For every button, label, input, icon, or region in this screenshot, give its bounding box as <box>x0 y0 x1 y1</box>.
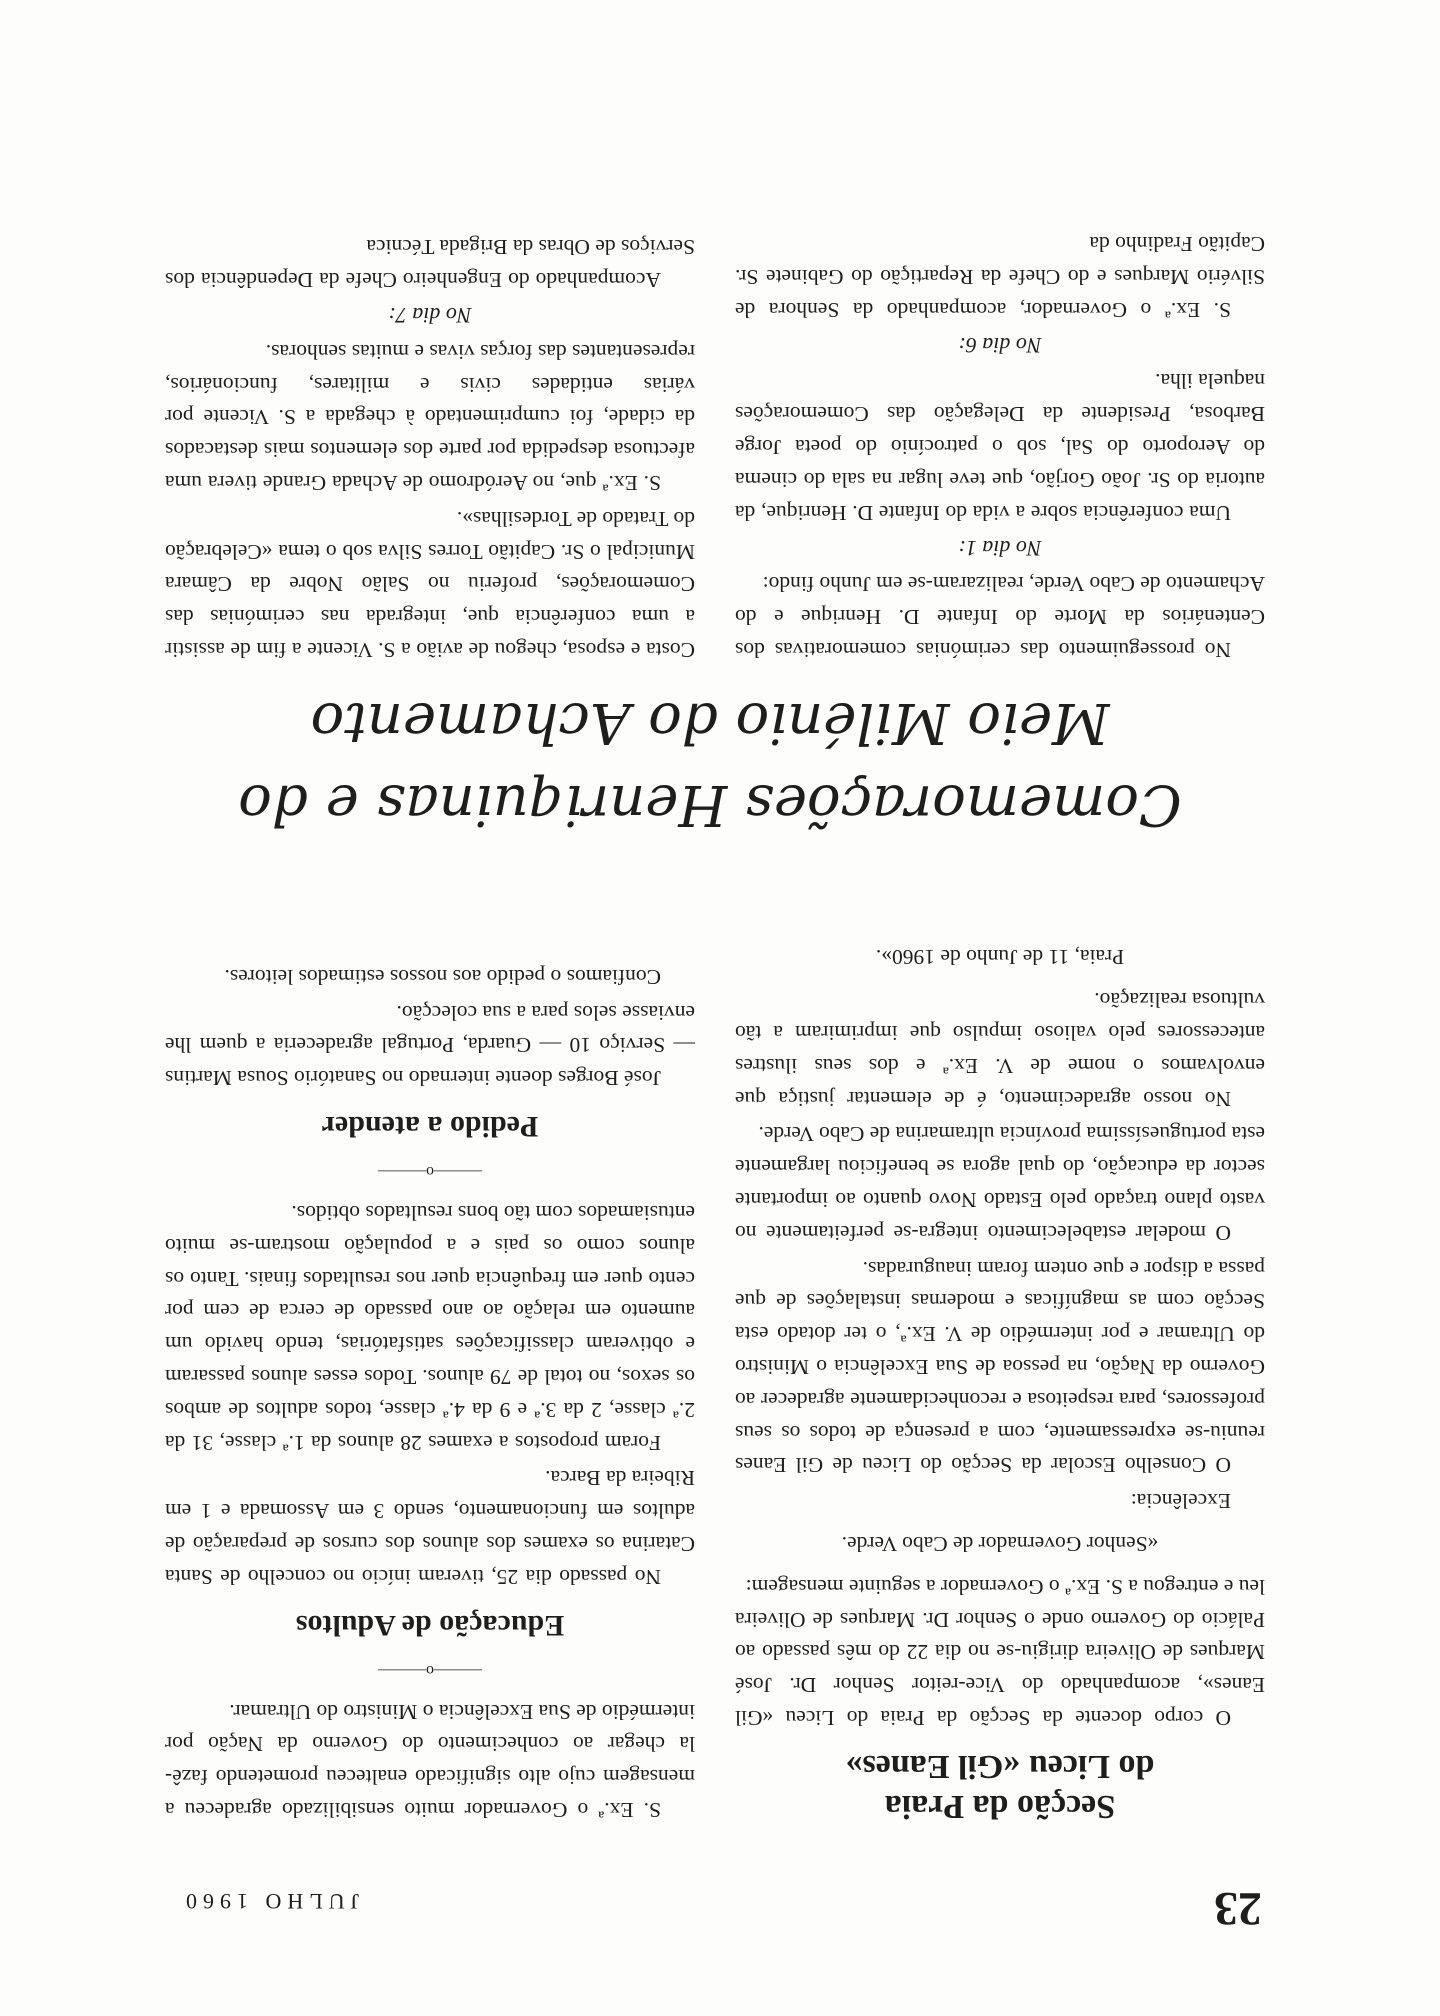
praia-dateline: Praia, 11 de Junho de 1960». <box>875 945 1125 970</box>
praia-paragraph: O corpo docente da Secção da Praia do Liceu «Gil Eanes», acompanhado do Vice-reitor Senhor Dr. José Marques de Oliveira dirigiu-se no dia 22 do mês passado ao Palácio do Governo onde o Senhor Dr. Marques de Oliveira leu e entregou a S. Ex.ª o Governador a seguinte mensagem: <box>735 1574 1265 1730</box>
educacao-paragraph: Foram propostos a exames 28 alunos da 1.ª classe, 31 da 2.ª classe, 2 da 3.ª e 9 da 4.ª classe, todos adultos de ambos os sexos, no total de 79 alunos. Todos esses alunos passaram e obtiveram classificações satisfatórias, tendo havido um aumento em relação ao ano passado de cerca de cem por cento quer em frequência quer nos resultados finais. Tanto os alunos como os pais e a população mostram-se muito entusiamados com tão bons resultados obtidos. <box>165 1201 695 1455</box>
issue-month: JULHO 1960 <box>180 1889 360 1914</box>
comemoracoes-day-heading: No dia 1: <box>958 535 1042 561</box>
pedido-title: Pedido a atender <box>321 1110 539 1144</box>
praia-title <box>735 1746 1265 1826</box>
comemoracoes-paragraph: No prosseguimento das cerimónias comemorativas dos Centenários da Morte do Infante D. Henrique e do Achamento de Cabo Verde, realizaram-se em Junho findo: <box>735 572 1265 662</box>
page-number: 23 <box>1214 1882 1262 1935</box>
praia-paragraph: Excelência: <box>1130 1489 1231 1514</box>
comemoracoes-paragraph: Acompanhado do Engenheiro Chefe da Dependência dos Serviços de Obras da Brigada Técnica <box>165 235 695 293</box>
comemoracoes-paragraph: S. Ex.ª o Governador, acompanhado da Senhora de Silvério Marques e do Chefe da Repartição do Gabinete Sr. Capitão Fradinho da <box>735 232 1265 322</box>
praia-title-line2: do Liceu «Gil Eanes» <box>845 1748 1155 1785</box>
praia-paragraph: No nosso agradecimento, é de elementar justiça que envolvamos o nome de V. Ex.ª e dos seus ilustres antecessores pelo valioso impulso que imprimiram a tão vultuosa realização. <box>735 988 1265 1111</box>
right-column-upper <box>165 964 695 1866</box>
ornament-divider: ———o——— <box>378 1661 482 1679</box>
praia-title-line1: Secção da Praia <box>884 1788 1116 1825</box>
pedido-paragraph: José Borges doente internado no Sanatório Sousa Martins — Serviço 10 — Guarda, Portugal agradeceria a quem lhe enviasse selos para a sua colecção. <box>165 1000 695 1091</box>
educacao-paragraph: No passado dia 25, tiveram início no concelho de Santa Catarina os exames dos alunos dos cursos de preparação de adultos em funcionamento, sendo 3 em Assomada e 1 em Ribeira da Barca. <box>165 1466 695 1589</box>
praia-paragraph: S. Ex.ª o Governador muito sensibilizado agradeceu a mensagem cujo alto significado enalteceu prometendo fazê-la chegar ao conhecimento do Governo da Nação por intermédio de Sua Excelência o Ministro do Ultramar. <box>165 1699 695 1822</box>
running-head <box>0 1866 1440 1936</box>
left-column-lower <box>735 106 1265 666</box>
pedido-paragraph: Confiamos o pedido aos nossos estimados leitores. <box>224 964 661 989</box>
comemoracoes-day-heading: No dia 7: <box>388 303 472 329</box>
comemoracoes-title-line1: Comemorações Henriquinas e do <box>238 772 1182 837</box>
comemoracoes-paragraph: Costa e esposa, chegou de avião a S. Vicente a fim de assistir a uma conferência que, integrada nas cerimónias das Comemorações, proferiu no Salão Nobre da Câmara Municipal o Sr. Capitão Torres Silva sob o tema «Celebração do Tratado de Tordesilhas». <box>165 506 695 662</box>
left-column-upper <box>735 945 1265 1866</box>
comemoracoes-paragraph: Uma conferência sobre a vida do Infante D. Henrique, da autoria do Sr. João Gorjão, que teve lugar na sala do cinema do Aeroporto do Sal, sob o patrocínio do poeta Jorge Barbosa, Presidente da Delegação das Comemorações naquela ilha. <box>735 369 1265 525</box>
educacao-title: Educação de Adultos <box>295 1608 565 1642</box>
comemoracoes-paragraph: S. Ex.ª que, no Aeródromo de Achada Grande tivera uma afectuosa despedida por parte dos elementos mais destacados da cidade, foi cumprimentado à chegada a S. Vicente por várias entidades civis e militares, funcionários, representantes das forças vivas e muitas senhoras. <box>165 339 695 496</box>
praia-paragraph: «Senhor Governador de Cabo Verde. <box>841 1532 1159 1557</box>
comemoracoes-day-heading: No dia 6: <box>958 332 1042 358</box>
right-column-lower <box>165 106 695 666</box>
ornament-divider: ———o——— <box>378 1163 482 1181</box>
praia-paragraph: O modelar estabelecimento integra-se perfeitamente no vasto plano traçado pelo Estado Novo quanto ao importante sector da educação, do qual agora se beneficiou largamente esta portuguesíssima província ultramarina de Cabo Verde. <box>735 1122 1265 1245</box>
praia-paragraph: O Conselho Escolar da Secção do Liceu de Gil Eanes reuniu-se expressamente, com a presença de todos os seus professores, para respeitosa e reconhecidamente agradecer ao Governo da Nação, na pessoa de Sua Excelência o Ministro do Ultramar e por intermédio de V. Ex.ª, o ter dotado esta Secção com as magníficas e modernas instalações de que passa a dispor e que ontem foram inauguradas. <box>735 1256 1265 1478</box>
comemoracoes-title-line2: Meio Milénio do Achamento <box>310 690 1110 755</box>
